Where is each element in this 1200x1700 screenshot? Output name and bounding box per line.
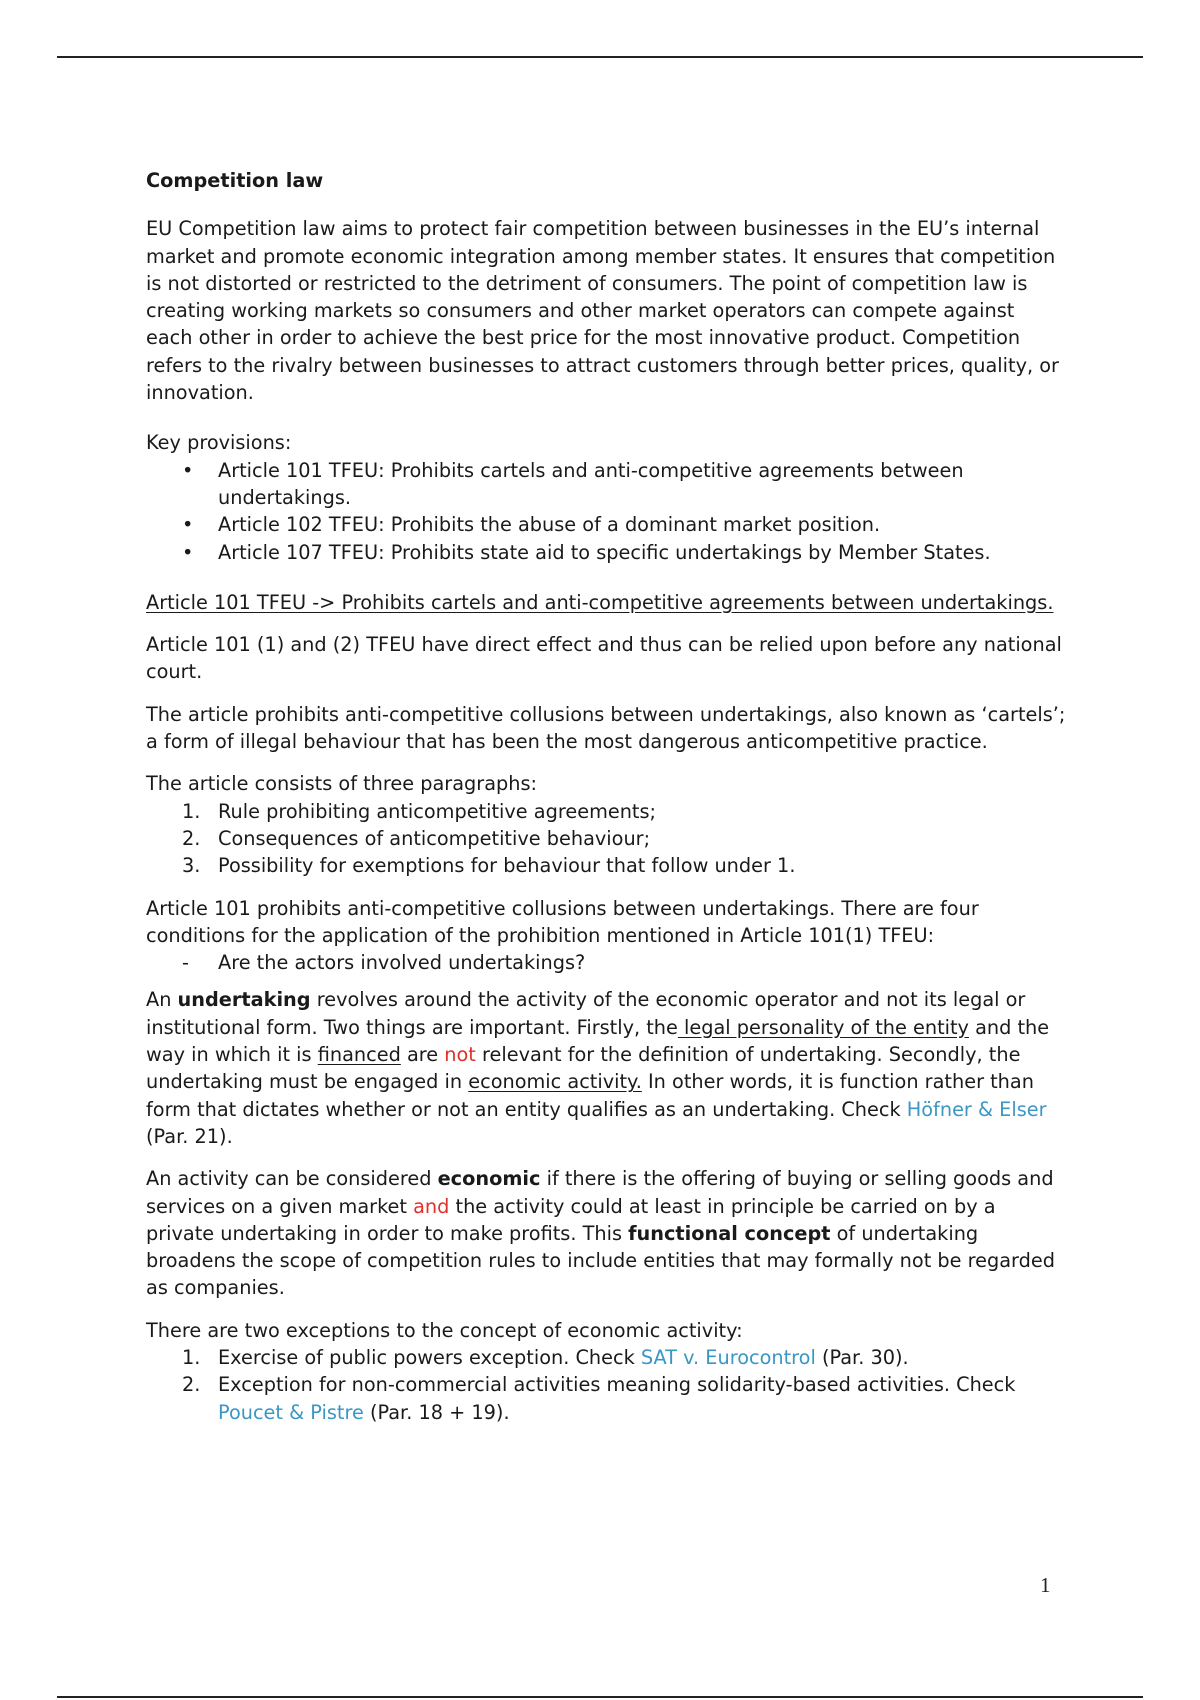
case-link-hofner[interactable]: Höfner & Elser: [906, 1097, 1047, 1121]
intro-paragraph: EU Competition law aims to protect fair competition between businesses in the EU’s internal market and promote economic integration among member states. It ensures that competition is not distorted or restricted to the detriment of consumers. The point of competition law is creating working markets so consumers and other market operators can compete against each other in order to achieve the best price for the most innovative product. Competition refers to the rivalry between businesses to attract customers through better prices, quality, or innovation.: [146, 217, 1059, 405]
list-item: 1. Rule prohibiting anticompetitive agreements;: [182, 799, 657, 823]
list-item: • Article 107 TFEU: Prohibits state aid to specific undertakings by Member States.: [146, 539, 1066, 566]
list-item: • Article 101 TFEU: Prohibits cartels and anti-competitive agreements between undertakings.: [182, 458, 964, 509]
exceptions-label: There are two exceptions to the concept of economic activity:: [146, 1318, 743, 1342]
footer-rule: [57, 1696, 1143, 1698]
case-link-poucet[interactable]: Poucet & Pistre: [218, 1400, 364, 1424]
document-title: Competition law: [146, 169, 324, 192]
page-number: 1: [1040, 1573, 1051, 1597]
exceptions-list: [146, 1344, 1066, 1426]
key-provisions-label: Key provisions:: [146, 431, 292, 455]
list-item: 2. Exception for non-commercial activities meaning solidarity-based activities. Check Poucet & Pistre (Par. 18 + 19).: [182, 1373, 1016, 1424]
header-rule: [57, 56, 1143, 58]
list-item: - Are the actors involved undertakings?: [146, 949, 1066, 976]
list-item: 3. Possibility for exemptions for behaviour that follow under 1.: [182, 854, 796, 878]
economic-paragraph: An activity can be considered economic if there is the offering of buying or selling goods and services on a given market and the activity could at least in principle be carried on by a private undertaking in order to make profits. This functional concept of undertaking broadens the scope of competition rules to include entities that may formally not be regarded as companies.: [146, 1167, 1055, 1300]
bullet-icon: •: [182, 458, 194, 482]
undertaking-paragraph: An undertaking revolves around the activity of the economic operator and not its legal or institutional form. Two things are important. Firstly, the legal personality of the entity and the way in which it is financed are not relevant for the definition of undertaking. Secondly, the undertaking must be engaged in economic activity. In other words, it is function rather than form that dictates whether or not an entity qualifies as an undertaking. Check Höfner & Elser (Par. 21).: [146, 988, 1050, 1148]
dash-icon: -: [182, 951, 189, 975]
case-link-eurocontrol[interactable]: SAT v. Eurocontrol: [640, 1345, 816, 1369]
direct-effect-paragraph: Article 101 (1) and (2) TFEU have direct effect and thus can be relied upon before any national court.: [146, 633, 1062, 684]
list-item: 2. Consequences of anticompetitive behaviour;: [182, 826, 651, 850]
document-body: [146, 167, 1066, 1426]
bullet-icon: •: [182, 513, 194, 537]
provisions-list: [146, 457, 1066, 566]
conditions-list: [146, 949, 1066, 976]
bullet-icon: •: [182, 540, 194, 564]
three-paragraphs-label: The article consists of three paragraphs:: [146, 772, 538, 796]
cartels-paragraph: The article prohibits anti-competitive collusions between undertakings, also known as ‘cartels’; a form of illegal behaviour that has been the most dangerous anticompetitive practice.: [146, 702, 1066, 754]
four-conditions-paragraph: Article 101 prohibits anti-competitive collusions between undertakings. There are four conditions for the application of the prohibition mentioned in Article 101(1) TFEU:: [146, 896, 979, 947]
section-heading: Article 101 TFEU -> Prohibits cartels and anti-competitive agreements between undertakings.: [146, 590, 1054, 614]
paragraphs-list: [146, 798, 1066, 880]
list-item: • Article 102 TFEU: Prohibits the abuse of a dominant market position.: [146, 511, 1066, 538]
list-item: 1. Exercise of public powers exception. Check SAT v. Eurocontrol (Par. 30).: [182, 1345, 909, 1369]
